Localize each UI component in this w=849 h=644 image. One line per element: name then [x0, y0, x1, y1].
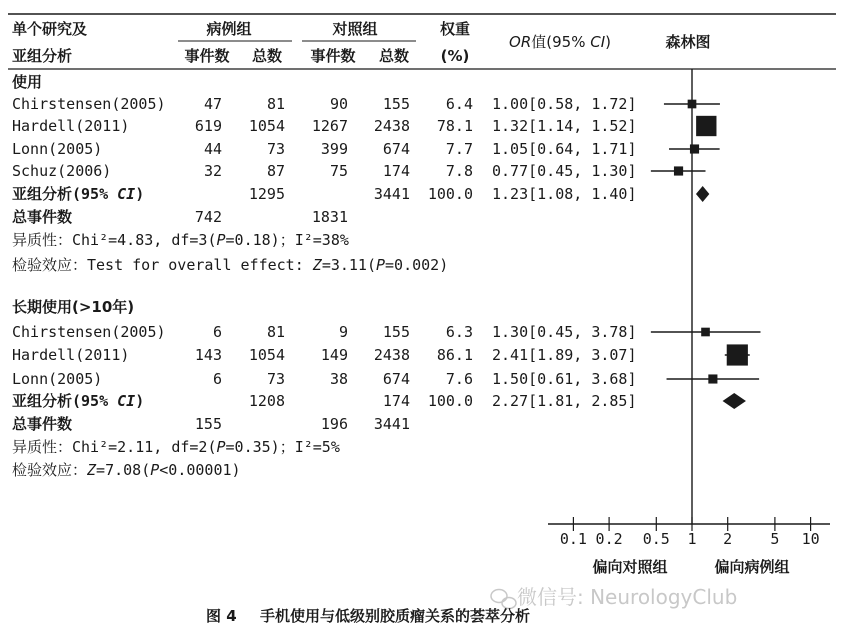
header-forest: 森林图 [665, 33, 711, 51]
study-name: Hardell(2011) [12, 117, 130, 135]
or-ci-text: 1.30[0.45, 3.78] [492, 323, 637, 341]
case-total: 73 [266, 140, 285, 158]
header-control-events: 事件数 [310, 47, 356, 65]
control-total: 174 [382, 162, 410, 180]
point-estimate [696, 116, 716, 136]
header-case-total: 总数 [251, 47, 283, 65]
case-total: 1054 [248, 117, 285, 135]
point-estimate [701, 328, 710, 337]
point-estimate [674, 166, 683, 175]
header-study-2: 亚组分析 [12, 47, 73, 65]
x-tick-label: 0.2 [595, 530, 623, 548]
study-name: Lonn(2005) [12, 370, 103, 388]
subtotal-or-ci: 2.27[1.81, 2.85] [492, 392, 637, 410]
total-events-case: 742 [194, 208, 222, 226]
case-events: 6 [212, 323, 222, 341]
header-or [509, 33, 611, 51]
point-estimate [708, 374, 717, 383]
subtotal-label-part: ) [135, 185, 145, 203]
x-tick-label: 2 [723, 530, 733, 548]
control-events: 149 [320, 346, 348, 364]
header-control-group: 对照组 [332, 20, 378, 38]
control-total: 2438 [373, 346, 410, 364]
point-estimate [688, 100, 697, 109]
header-or-part: CI [590, 33, 606, 51]
subgroup-title: 使用 [12, 73, 43, 91]
study-name: Chirstensen(2005) [12, 95, 166, 113]
heterogeneity-text-part: =0.35)；I²=5% [225, 438, 340, 456]
weight-value: 7.8 [445, 162, 473, 180]
point-estimate [727, 344, 748, 365]
total-events-control: 1831 [311, 208, 348, 226]
control-events: 38 [329, 370, 348, 388]
favours-control-label: 偏向对照组 [592, 558, 668, 576]
overall-effect-text-part: P [150, 461, 160, 479]
case-total: 81 [266, 95, 285, 113]
weight-value: 78.1 [436, 117, 473, 135]
control-events: 1267 [311, 117, 348, 135]
weight-value: 6.4 [445, 95, 473, 113]
subtotal-control-total: 174 [382, 392, 410, 410]
or-ci-text: 2.41[1.89, 3.07] [492, 346, 637, 364]
pooled-diamond [723, 393, 746, 409]
point-estimate [690, 144, 699, 153]
overall-effect-text-part: =7.08( [96, 461, 151, 479]
subtotal-weight: 100.0 [427, 392, 473, 410]
heterogeneity-text-part: 异质性：Chi²=4.83, df=3( [12, 231, 217, 249]
header-or-part: 值(95% [531, 33, 591, 51]
control-events: 75 [329, 162, 348, 180]
overall-effect-text-part: Z [312, 256, 322, 274]
total-events-label: 总事件数 [12, 415, 73, 433]
heterogeneity-text [12, 438, 340, 456]
watermark-text: 微信号: NeurologyClub [517, 585, 738, 609]
wechat-icon-bubble-large [491, 590, 507, 603]
case-events: 6 [212, 370, 222, 388]
control-total: 155 [382, 323, 410, 341]
subtotal-label-part: 亚组分析(95% [12, 185, 118, 203]
subtotal-case-total: 1295 [248, 185, 285, 203]
overall-effect-text-part: =3.11( [321, 256, 376, 274]
x-tick-label: 0.5 [642, 530, 670, 548]
control-events: 90 [329, 95, 348, 113]
study-name: Lonn(2005) [12, 140, 103, 158]
weight-value: 7.6 [445, 370, 473, 388]
or-ci-text: 0.77[0.45, 1.30] [492, 162, 637, 180]
control-total: 155 [382, 95, 410, 113]
overall-effect-text [12, 461, 241, 479]
or-ci-text: 1.05[0.64, 1.71] [492, 140, 637, 158]
case-events: 619 [194, 117, 222, 135]
weight-value: 86.1 [436, 346, 473, 364]
x-tick-label: 5 [770, 530, 780, 548]
total-events-label: 总事件数 [12, 208, 73, 226]
total-events-case: 155 [194, 415, 222, 433]
heterogeneity-text [12, 231, 349, 249]
favours-case-label: 偏向病例组 [714, 558, 790, 576]
control-total: 674 [382, 370, 410, 388]
header-control-total: 总数 [378, 47, 410, 65]
overall-effect-text [12, 256, 448, 274]
case-total: 81 [266, 323, 285, 341]
case-events: 143 [194, 346, 222, 364]
header-or-part: OR [509, 33, 532, 51]
wechat-icon [491, 590, 516, 609]
caption-label: 图 4 [206, 607, 237, 625]
or-ci-text: 1.00[0.58, 1.72] [492, 95, 637, 113]
subtotal-label [12, 185, 144, 203]
case-total: 1054 [248, 346, 285, 364]
subtotal-control-total: 3441 [373, 185, 410, 203]
control-total: 2438 [373, 117, 410, 135]
or-ci-text: 1.50[0.61, 3.68] [492, 370, 637, 388]
subtotal-label-part: ) [135, 392, 145, 410]
pooled-diamond [696, 186, 709, 202]
header-weight-unit: (%) [440, 47, 470, 65]
case-events: 47 [203, 95, 222, 113]
caption-text: 手机使用与低级别胶质瘤关系的荟萃分析 [260, 607, 531, 625]
subtotal-label-part: 亚组分析(95% [12, 392, 118, 410]
heterogeneity-text-part: 异质性：Chi²=2.11, df=2( [12, 438, 217, 456]
study-name: Schuz(2006) [12, 162, 112, 180]
heterogeneity-text-part: P [216, 438, 226, 456]
header-study-1: 单个研究及 [12, 20, 88, 38]
overall-effect-text-part: <0.00001) [159, 461, 241, 479]
overall-effect-text-part: =0.002) [385, 256, 449, 274]
overall-effect-text-part: 检验效应：Test for overall effect: [12, 256, 313, 274]
case-events: 44 [203, 140, 222, 158]
header-case-group: 病例组 [206, 20, 252, 38]
control-total: 674 [382, 140, 410, 158]
subtotal-case-total: 1208 [248, 392, 285, 410]
control-events: 9 [338, 323, 348, 341]
subtotal-label-part: CI [117, 392, 136, 410]
overall-effect-text-part: P [376, 256, 386, 274]
heterogeneity-text-part: P [216, 231, 226, 249]
case-events: 32 [203, 162, 222, 180]
total-events-extra: 3441 [373, 415, 410, 433]
subtotal-weight: 100.0 [427, 185, 473, 203]
overall-effect-text-part: 检验效应： [12, 461, 88, 479]
header-weight: 权重 [439, 20, 471, 38]
weight-value: 6.3 [445, 323, 473, 341]
subtotal-label-part: CI [117, 185, 136, 203]
subgroup-title: 长期使用(>10年) [12, 298, 135, 316]
x-tick-label: 10 [801, 530, 820, 548]
study-name: Hardell(2011) [12, 346, 130, 364]
case-total: 73 [266, 370, 285, 388]
control-events: 399 [320, 140, 348, 158]
subtotal-label [12, 392, 144, 410]
x-tick-label: 1 [687, 530, 697, 548]
header-or-part: ) [605, 33, 611, 51]
heterogeneity-text-part: =0.18)；I²=38% [225, 231, 349, 249]
case-total: 87 [266, 162, 285, 180]
subtotal-or-ci: 1.23[1.08, 1.40] [492, 185, 637, 203]
or-ci-text: 1.32[1.14, 1.52] [492, 117, 637, 135]
study-name: Chirstensen(2005) [12, 323, 166, 341]
total-events-control: 196 [320, 415, 348, 433]
header-case-events: 事件数 [184, 47, 230, 65]
x-tick-label: 0.1 [559, 530, 587, 548]
weight-value: 7.7 [445, 140, 473, 158]
overall-effect-text-part: Z [87, 461, 97, 479]
